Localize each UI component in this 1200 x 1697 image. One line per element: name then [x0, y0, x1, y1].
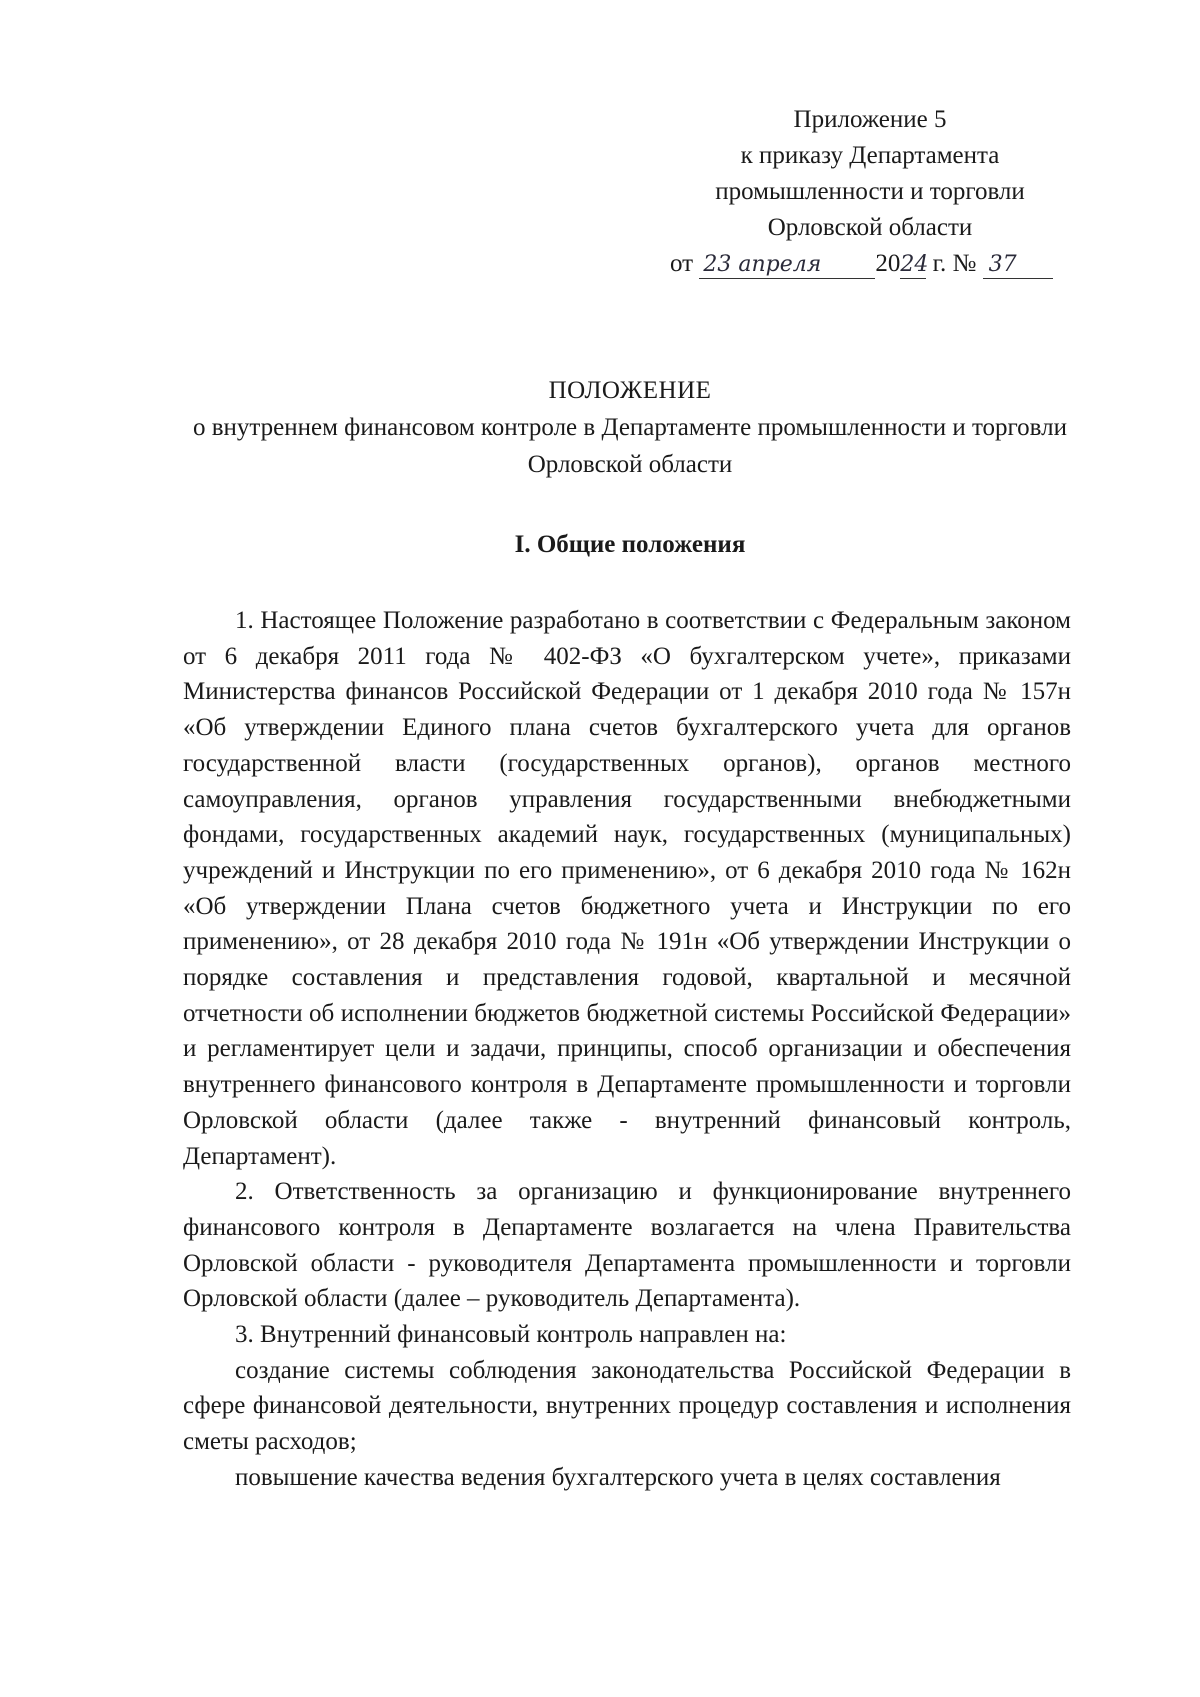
paragraph-2: 2. Ответственность за организацию и функционирование внутреннего финансового контроля в Департаменте возлагается на члена Правительства Орловской области - руководителя Департамента промышленности и торговли Орловской области (далее – руководитель Департамента).: [183, 1178, 1071, 1313]
title-heading: ПОЛОЖЕНИЕ: [548, 377, 712, 404]
order-year-handwritten: 24: [900, 252, 929, 277]
document-body: [183, 603, 1071, 1496]
order-date-number: [670, 246, 1070, 282]
year-suffix: г. №: [932, 250, 977, 277]
appendix-order-ref: к приказу Департамента: [740, 142, 1000, 169]
order-number-handwritten: 37: [983, 252, 1053, 279]
section-heading: I. Общие положения: [514, 531, 746, 558]
paragraph-1: 1. Настоящее Положение разработано в соответствии с Федеральным законом от 6 декабря 2011 года № 402-ФЗ «О бухгалтерском учете», приказами Министерства финансов Российской Федерации от 1 декабря 2010 года № 157н «Об утверждении Единого плана счетов бухгалтерского учета для органов государственной власти (государственных органов), органов местного самоуправления, органов управления государственными внебюджетными фондами, государственных академий наук, государственных (муниципальных) учреждений и Инструкции по его применению», от 6 декабря 2010 года № 162н «Об утверждении Плана счетов бюджетного учета и Инструкции по его применению», от 28 декабря 2010 года № 191н «Об утверждении Инструкции о порядке составления и представления годовой, квартальной и месячной отчетности об исполнении бюджетов бюджетной системы Российской Федерации» и регламентирует цели и задачи, принципы, способ организации и обеспечения внутреннего финансового контроля в Департаменте промышленности и торговли Орловской области (далее также - внутренний финансовый контроль, Департамент).: [183, 607, 1071, 1170]
appendix-department: промышленности и торговли: [715, 178, 1025, 205]
appendix-number: Приложение 5: [793, 106, 947, 133]
paragraph-3-item-1: создание системы соблюдения законодательства Российской Федерации в сфере финансовой деятельности, внутренних процедур составления и исполнения сметы расходов;: [183, 1356, 1071, 1456]
title-subtitle: о внутреннем финансовом контроле в Департаменте промышленности и торговли Орловской области: [192, 414, 1068, 478]
appendix-header: [670, 102, 1070, 282]
paragraph-3-item-2: повышение качества ведения бухгалтерского учета в целях составления: [235, 1463, 1001, 1491]
order-date-handwritten: 23 апреля: [699, 252, 875, 279]
date-prefix: от: [670, 250, 694, 277]
paragraph-3: 3. Внутренний финансовый контроль направлен на:: [235, 1321, 787, 1349]
year-prefix: 20: [875, 250, 901, 277]
appendix-region: Орловской области: [767, 214, 973, 241]
document-title: [150, 372, 1110, 483]
